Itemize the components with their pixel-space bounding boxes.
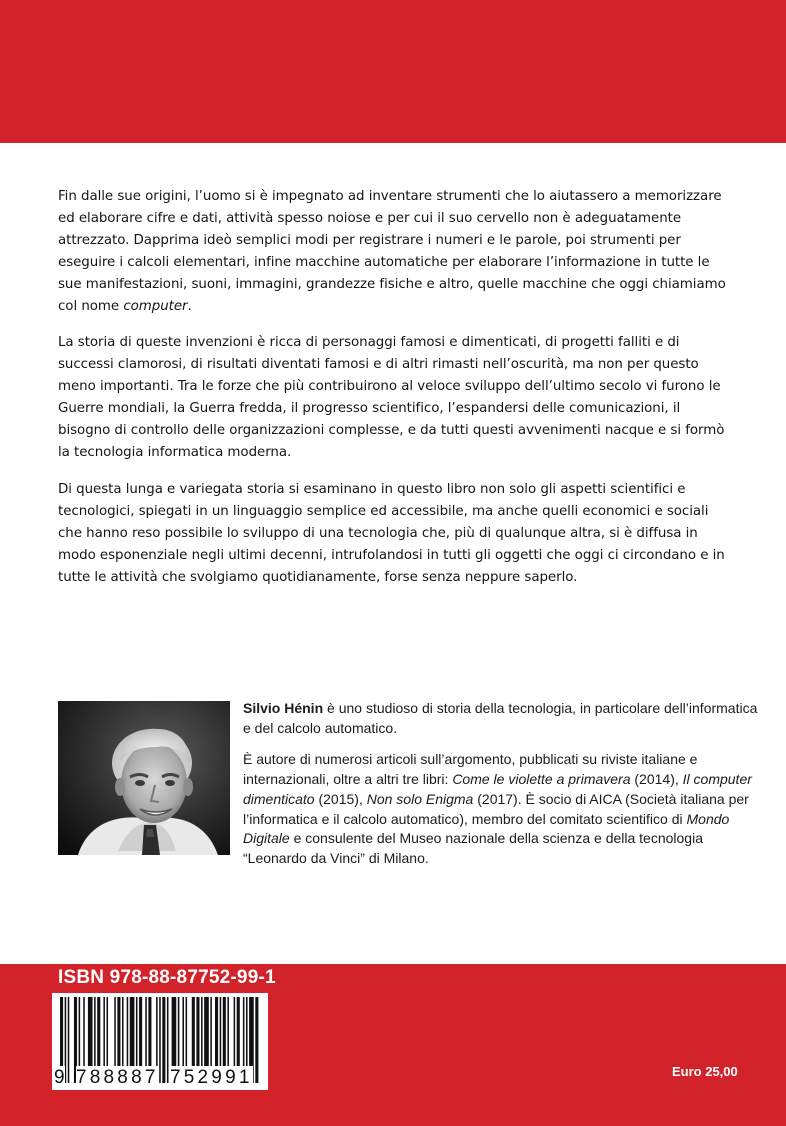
isbn-label: ISBN 978-88-87752-99-1 [58,967,276,988]
blurb-paragraph-3: Di questa lunga e variegata storia si esaminano in questo libro non solo gli aspetti scientifici e tecnologici, spiegati in un linguaggio semplice ed accessibile, ma anche quelli economici e sociali che hanno reso possibile lo sviluppo di una tecnologia che, più di qualunque altra, si è diffusa in modo esponenziale negli ultimi decenni, intrufolandosi in tutti gli oggetti che oggi ci circondano e in tutte le attività che svolgiamo quotidianamente, forse senza neppure saperlo. [58,481,725,585]
barcode-digits [54,1066,268,1090]
author-bio-text-b: (2014), [630,771,683,788]
author-bio-details [243,750,763,868]
book-title-1: Come le violette a primavera [452,771,631,788]
book-title-3: Non solo Enigma [366,790,474,807]
author-bio-text-d: (2017). È socio di AICA (Società italiana per l’informatica e il calcolo automatico), membro del comitato scientifico di [243,790,749,827]
blurb-paragraph-2: La storia di queste invenzioni è ricca di personaggi famosi e dimenticati, di progetti falliti e di successi clamorosi, di risultati diventati famosi e di altri rimasti nell’oscurità, ma non per questo meno importanti. Tra le forze che più contribuirono al veloce sviluppo dell’ultimo secolo vi furono le Guerre mondiali, la Guerra fredda, il progresso scientifico, l’espandersi delle comunicazioni, il bisogno di controllo delle organizzazioni complesse, e da tutti questi avvenimenti nacque e si formò la tecnologia informatica moderna. [58,335,725,460]
blurb-p1-end: . [187,298,192,314]
author-intro-text: è uno studioso di storia della tecnologia, in particolare dell’informatica e del calcolo automatico. [243,700,758,736]
price-label: Euro 25,00 [672,1064,738,1079]
blurb-p1-text: Fin dalle sue origini, l’uomo si è impegnato ad inventare strumenti che lo aiutassero a memorizzare ed elaborare cifre e dati, attività spesso noiose e per cui il suo cervello non è adeguatamente attrezzato. Dapprima ideò semplici modi per registrare i numeri e le parole, poi strumenti per eseguire i calcoli elementari, infine macchine automatiche per elaborare l’informazione in tutte le sue manifestazioni, suoni, immagini, grandezze fisiche e altro, quelle macchine che oggi chiamiamo col nome [58,189,726,314]
author-bio-intro [243,699,763,738]
author-bio-text-e: e consulente del Museo nazionale della scienza e della tecnologia “Leonardo da Vinci” di Milano. [243,830,703,866]
barcode-digits-right: 752991 [170,1067,253,1088]
author-bio [243,699,763,881]
barcode-digit-first: 9 [54,1067,65,1088]
author-bio-text-c: (2015), [314,790,367,807]
author-bio-text-a: È autore di numerosi articoli sull’argomento, pubblicati su riviste italiane e internazionali, oltre a altri tre libri: [243,751,698,788]
top-red-band [0,0,786,143]
back-cover-blurb [58,186,734,603]
blurb-paragraph-1 [58,186,734,317]
barcode-digits-left: 788887 [76,1067,159,1088]
author-photo [58,701,230,855]
blurb-p1-italic: computer [123,298,188,314]
journal-title: Mondo Digitale [243,810,730,847]
book-title-2: Il computer dimenticato [243,771,752,807]
author-name: Silvio Hénin [243,700,324,716]
